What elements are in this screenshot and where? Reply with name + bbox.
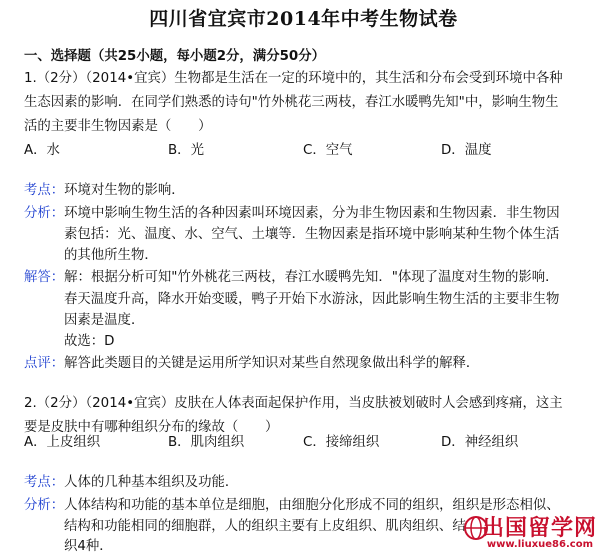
kaodian-text: 环境对生物的影响． [64,183,185,198]
q1-fenxi-line: 素包括：光、温度、水、空气、土壤等．生物因素是指环境中影响某种生物个体生活 [64,227,560,242]
q1-answer: 故选：D [64,334,115,349]
kaodian-tag: 考点： [24,475,65,490]
q1-fenxi-row [24,205,560,222]
kaodian-tag: 考点： [24,183,65,198]
q2-option-b: B．肌肉组织 [168,435,245,450]
fenxi-text: 人体结构和功能的基本单位是细胞，由细胞分化形成不同的组织，组织是形态相似、 [64,498,560,513]
q1-option-d: D．温度 [441,143,492,158]
jieda-text: 解：根据分析可知"竹外桃花三两枝，春江水暖鸭先知．"体现了温度对生物的影响． [64,270,559,285]
jieda-tag: 解答： [24,270,65,285]
dianping-tag: 点评： [24,356,65,371]
q1-stem-line: 1.（2分）（2014•宜宾）生物都是生活在一定的环境中的，其生活和分布会受到环境中各种 [24,71,563,86]
q1-option-b: B．光 [168,143,204,158]
q2-option-d: D．神经组织 [441,435,519,450]
q1-jieda-row [24,269,559,286]
watermark-site-url: www.liuxue86.com [486,539,593,550]
dianping-text: 解答此类题目的关键是运用所学知识对某些自然现象做出科学的解释． [64,356,480,371]
fenxi-tag: 分析： [24,498,65,513]
q2-option-a: A．上皮组织 [24,435,101,450]
watermark-site-name: 出国留学网 [481,516,597,541]
q2-fenxi-line: 织4种． [64,539,113,554]
q1-kaodian-row [24,182,185,199]
q1-jieda-line: 因素是温度． [64,313,145,328]
q2-stem-line: 2.（2分）（2014•宜宾）皮肤在人体表面起保护作用，当皮肤被划破时人会感到疼痛，这主 [24,396,563,411]
q1-dianping-row [24,355,479,372]
fenxi-text: 环境中影响生物生活的各种因素叫环境因素，分为非生物因素和生物因素．非生物因 [64,206,560,221]
kaodian-text: 人体的几种基本组织及功能． [64,475,239,490]
q1-fenxi-line: 的其他所生物． [64,248,158,263]
q2-fenxi-line: 结构和功能相同的细胞群，人的组织主要有上皮组织、肌肉组织、结 [64,519,466,534]
q1-jieda-line: 春天温度升高，降水开始变暖，鸭子开始下水游泳，因此影响生物生活的主要非生物 [64,292,560,307]
page-title: 四川省宜宾市2014年中考生物试卷 [149,8,458,30]
q1-option-c: C．空气 [303,143,353,158]
q1-stem-line: 活的主要非生物因素是（ ） [24,119,212,134]
q2-kaodian-row [24,474,238,491]
q2-option-c: C．接缔组织 [303,435,380,450]
site-watermark [461,511,601,553]
section-heading: 一、选择题（共25小题，每小题2分，满分50分） [24,49,326,64]
q1-option-a: A．水 [24,143,60,158]
q2-stem-line: 要是皮肤中有哪种组织分布的缘故（ ） [24,420,279,435]
q1-stem-line: 生态因素的影响．在同学们熟悉的诗句"竹外桃花三两枝，春江水暖鸭先知"中，影响生物生 [24,95,559,110]
fenxi-tag: 分析： [24,206,65,221]
